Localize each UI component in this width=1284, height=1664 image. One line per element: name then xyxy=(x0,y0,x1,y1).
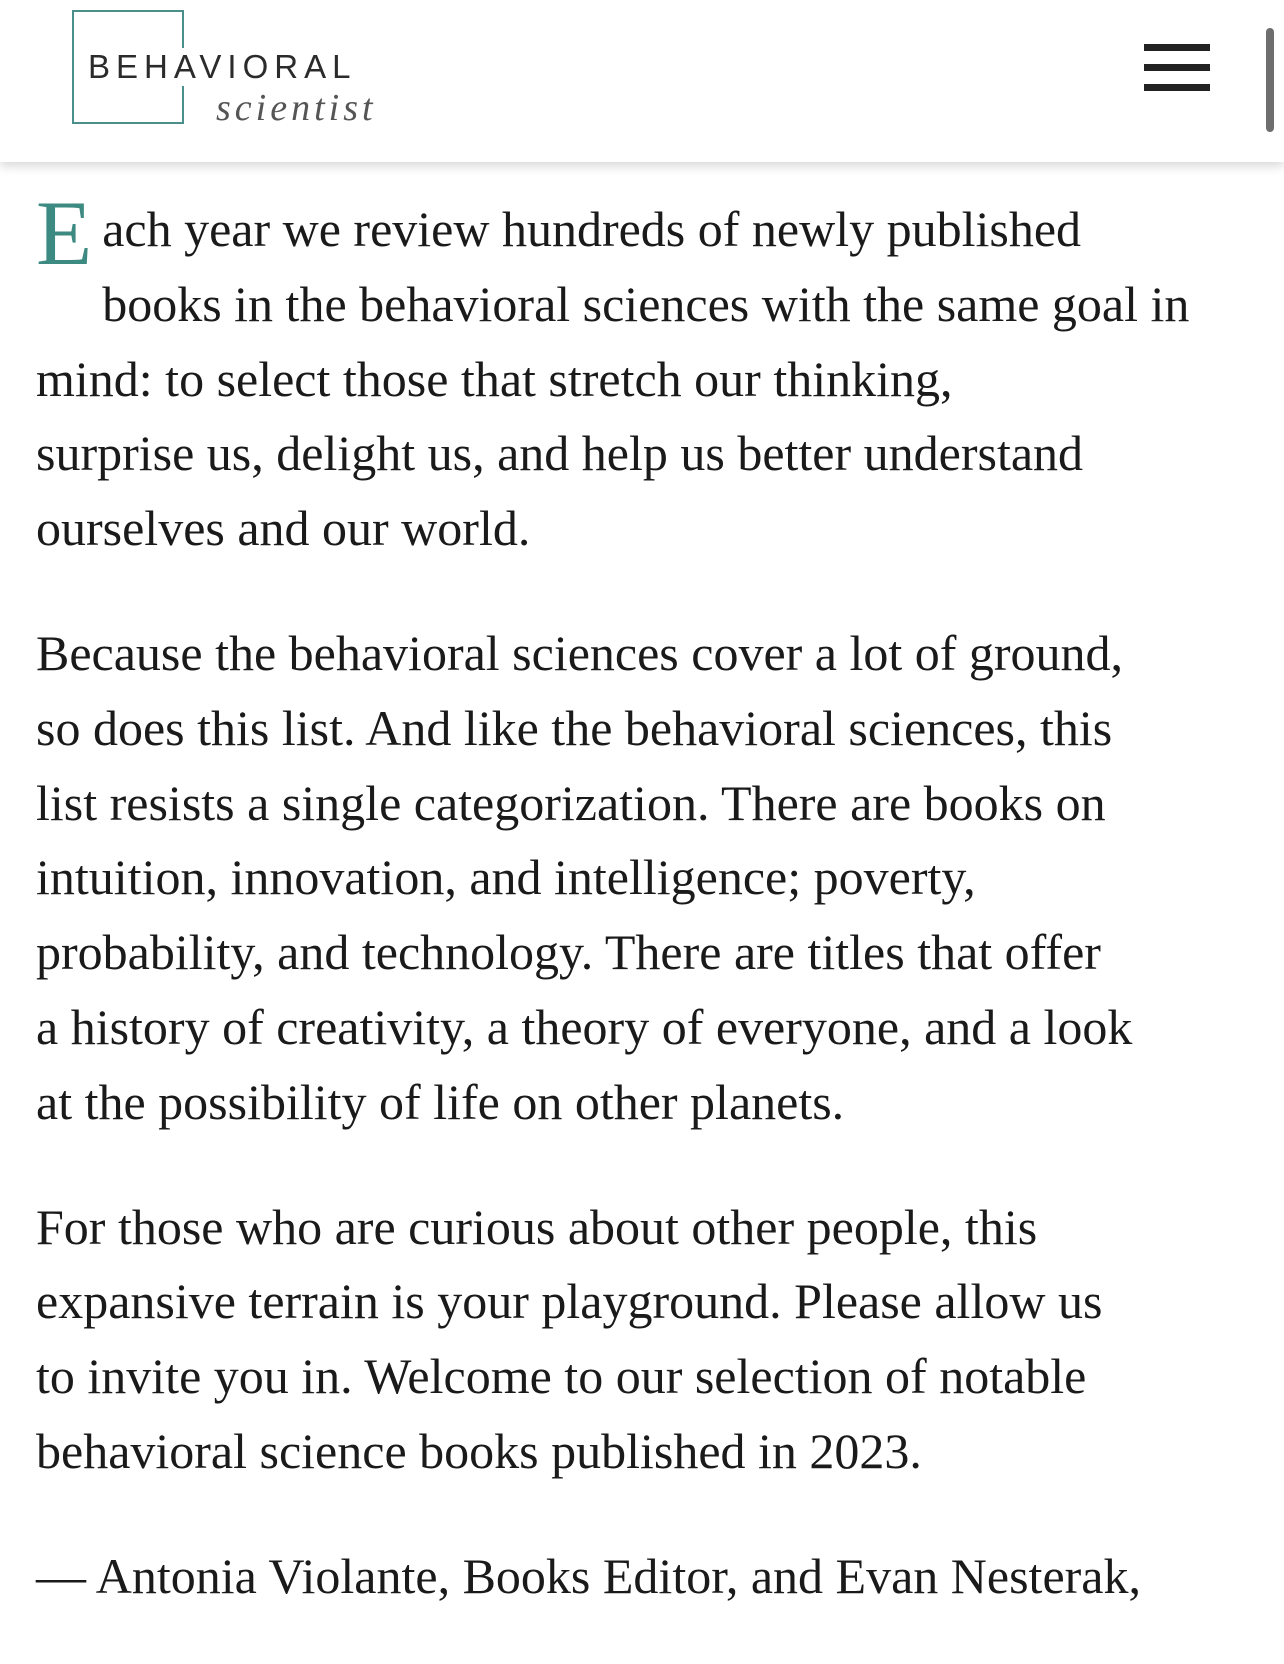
menu-bar xyxy=(1144,64,1210,71)
scrollbar-thumb[interactable] xyxy=(1266,28,1274,132)
logo-wordmark-bottom: scientist xyxy=(216,87,377,129)
paragraph-line: behavioral science books published in 2023. xyxy=(36,1422,922,1479)
paragraph-line: probability, and technology. There are titles that offer xyxy=(36,924,1101,981)
hamburger-menu-icon[interactable] xyxy=(1140,40,1212,98)
paragraph-line: expansive terrain is your playground. Please allow us xyxy=(36,1273,1103,1330)
paragraph-line: mind: to select those that stretch our thinking, xyxy=(36,350,953,407)
editor-signature: — Antonia Violante, Books Editor, and Evan Nesterak, xyxy=(36,1547,1141,1604)
paragraph-line: ourselves and our world. xyxy=(36,500,531,557)
paragraph-line: Because the behavioral sciences cover a lot of ground, xyxy=(36,624,1124,681)
logo-wordmark-top: BEHAVIORAL xyxy=(88,48,357,85)
paragraph-line: a history of creativity, a theory of everyone, and a look xyxy=(36,998,1133,1055)
article-body xyxy=(36,182,1256,1664)
menu-bar xyxy=(1144,44,1210,51)
paragraph-line: list resists a single categorization. There are books on xyxy=(36,774,1106,831)
paragraph-line: so does this list. And like the behavioral sciences, this xyxy=(36,699,1113,756)
paragraph-line: intuition, innovation, and intelligence; poverty, xyxy=(36,849,976,906)
paragraph-line: to invite you in. Welcome to our selection of notable xyxy=(36,1348,1087,1405)
menu-bar xyxy=(1144,84,1210,91)
intro-paragraph-3 xyxy=(36,1190,1256,1489)
paragraph-line: For those who are curious about other people, this xyxy=(36,1198,1038,1255)
site-logo[interactable] xyxy=(72,10,412,128)
intro-paragraph-2 xyxy=(36,616,1256,1140)
paragraph-line: surprise us, delight us, and help us better understand xyxy=(36,425,1084,482)
paragraph-line: ach year we review hundreds of newly published xyxy=(102,201,1082,257)
site-header xyxy=(0,0,1284,162)
paragraph-line: books in the behavioral sciences with the same goal in xyxy=(102,275,1190,332)
intro-paragraph-1 xyxy=(36,182,1256,566)
drop-cap: E xyxy=(36,182,93,284)
paragraph-line: at the possibility of life on other planets. xyxy=(36,1073,845,1130)
